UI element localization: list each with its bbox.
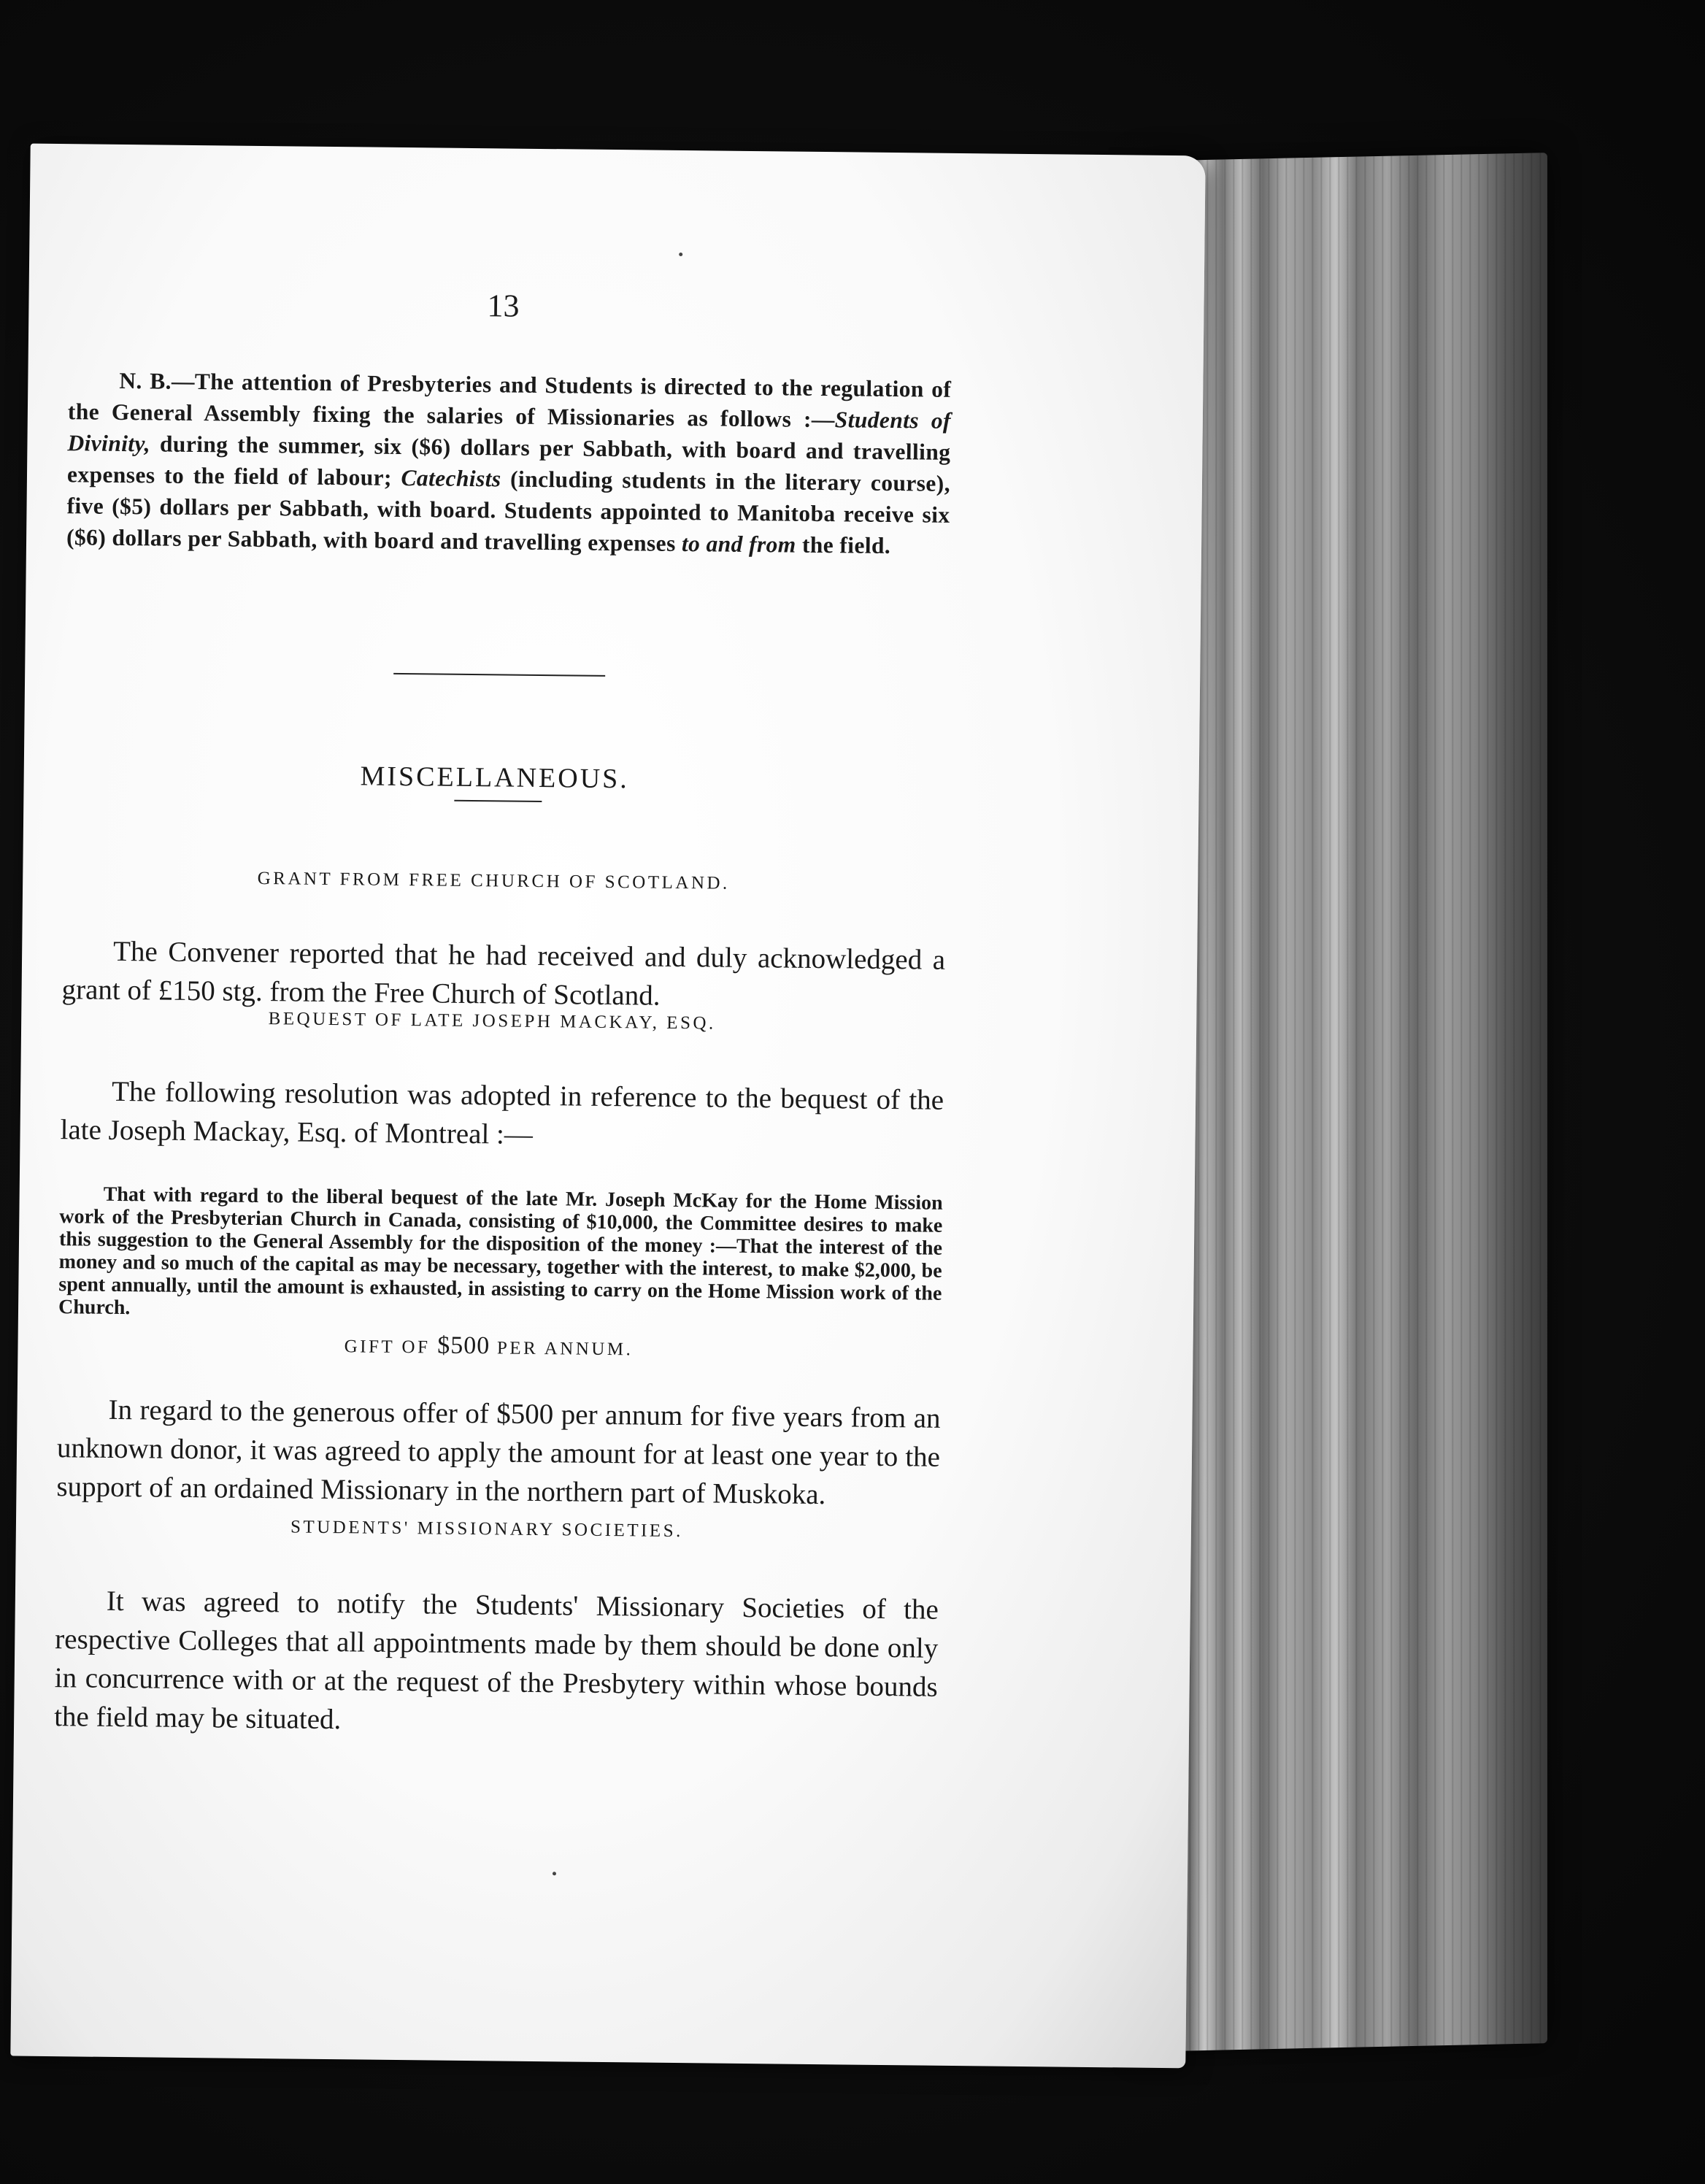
grant-heading: GRANT FROM FREE CHURCH OF SCOTLAND. [257,868,730,893]
bequest-paragraph: The following resolution was adopted in reference to the bequest of the late Joseph Mackay, Esq. of Montreal :— [60,1075,944,1150]
nb-closing: the field. [796,531,891,558]
nb-lead: N. B.—The attention of Presbyteries and Students is directed to the regulation of the General Assembly fixing the salaries of Missionaries as follows :— [67,367,952,432]
nb-divinity-label: Students of Divinity, [67,406,952,456]
gift-heading-pre: GIFT OF [344,1337,438,1358]
gift-heading [18,1328,959,1366]
gift-heading-amount: $500 [437,1331,490,1360]
paper-speck [553,1872,556,1875]
page-number: 13 [487,288,520,324]
nb-to-and-from: to and from [681,530,796,558]
grant-paragraph: The Convener reported that he had received and duly acknowledged a grant of £150 stg. from the Free Church of Scotland. [61,935,946,1012]
nb-paragraph [66,364,952,562]
nb-catechists-text: (including students in the literary course), five ($5) dollars per Sabbath, with board. Students appointed to Manitoba receive six ($6) dollars per Sabbath, with board and travelling expenses [66,465,951,556]
nb-catechists-label: Catechists [401,464,501,491]
bequest-heading: BEQUEST OF LATE JOSEPH MACKAY, ESQ. [268,1009,716,1034]
heading-underline [454,800,542,802]
book-page [10,144,1205,2069]
students-heading: STUDENTS' MISSIONARY SOCIETIES. [290,1517,683,1542]
paper-speck [679,253,682,256]
section-divider [393,673,605,677]
gift-heading-post: PER ANNUM. [490,1338,634,1360]
nb-divinity-text: during the summer, six ($6) dollars per Sabbath, with board and travelling expenses to the field of labour; [66,430,951,491]
gift-paragraph: In regard to the generous offer of $500 per annum for five years from an unknown donor, it was agreed to apply the amount for at least one year to the support of an ordained Missionary in the northern part of Muskoka. [56,1393,941,1511]
bequest-resolution: That with regard to the liberal bequest of the late Mr. Joseph McKay for the Home Mission work of the Presbyterian Church in Canada, consisting of $10,000, the Committee desires to make this suggestion to the General Assembly for the disposition of the money :—That the interest of the money and so much of the capital as may be necessary, together with the interest, to make $2,000, be spent annually, until the amount is exhausted, in assisting to carry on the Home Mission work of the Church. [58,1183,943,1320]
students-paragraph: It was agreed to notify the Students' Missionary Societies of the respective Colleges that all appointments made by them should be done only in concurrence with or at the request of the Presbytery within whose bounds the field may be situated. [53,1585,939,1736]
main-heading: MISCELLANEOUS. [360,761,629,795]
